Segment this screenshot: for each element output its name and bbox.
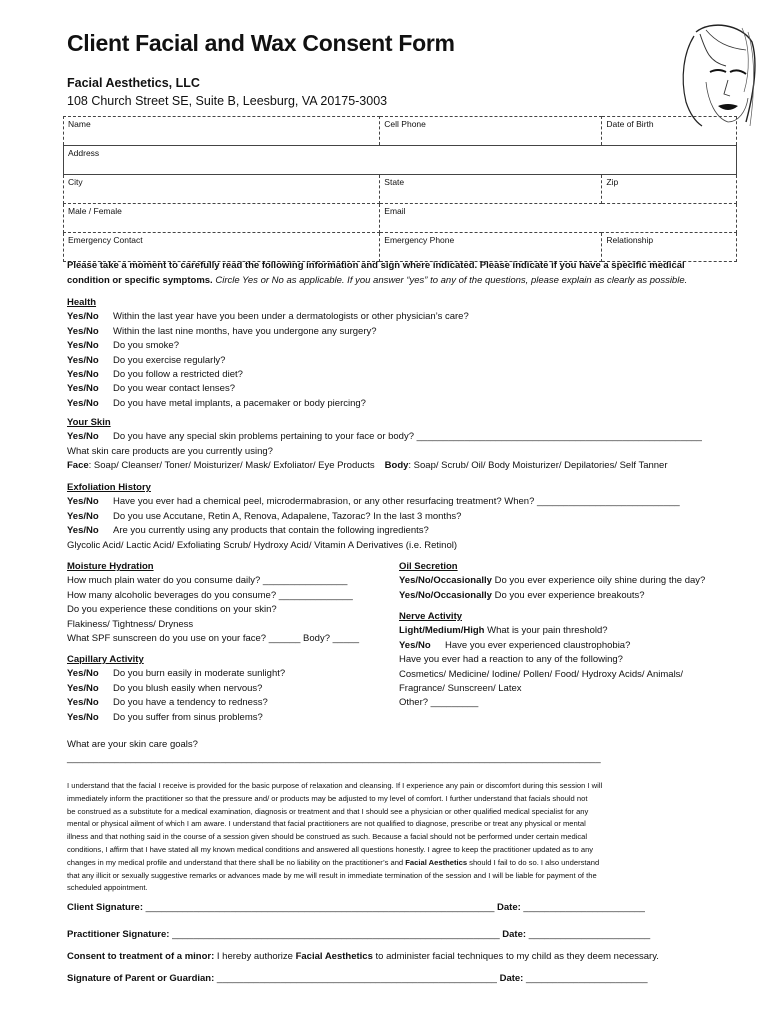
company-address: 108 Church Street SE, Suite B, Leesburg, VA 20175-3003 — [67, 94, 388, 108]
parent-signature-line[interactable]: _____________________________________________________ — [216, 973, 497, 984]
nerve-heading: Nerve Activity — [399, 611, 463, 622]
skin-heading: Your Skin — [67, 417, 111, 428]
exfoliation-section: Exfoliation History Yes/No Have you ever had a chemical peel, microdermabrasion, or any other resurfacing treatment? When? ___________________________ Yes/No Do you use Accutane, Retin A, Renova, Adapalene, Tazorac? In the last 3 months? Yes/No Are you currently using any products that contain the following ingredients? Glycolic Acid/ Lactic Acid/ Exfoliating Scrub/ Hydroxy Acid/ Vitamin A Derivatives (i.e. Retinol) — [67, 482, 680, 551]
skin-goals-line[interactable]: _____________________________________________________________________________________________________ — [67, 753, 601, 765]
skin-goals: What are your skin care goals? _____________________________________________________________________________________________________ — [67, 738, 601, 767]
woman-portrait-logo — [666, 22, 758, 130]
moisture-section: Moisture Hydration How much plain water do you consume daily? ________________ How many alcoholic beverages do you consume? ______________ Do you experience these conditions on your skin? Flakiness/ Tightness/ Dryness What SPF sunscreen do you use on your face? ______ Body? _____ — [67, 561, 360, 644]
zip-field[interactable]: Zip — [602, 175, 737, 204]
health-section: Health Yes/No Within the last year have you been under a dermatologists or other physician’s care? Yes/No Within the last nine months, have you undergone any surgery? Yes/No Do you smoke? Yes/No Do you exercise regularly? Yes/No Do you follow a restricted diet? Yes/No Do you wear contact lenses? Yes/No Do you have metal implants, a pacemaker or body piercing? — [67, 297, 469, 409]
emergency-contact-field[interactable]: Emergency Contact — [64, 233, 380, 262]
parent-date-line[interactable]: _______________________ — [526, 973, 648, 984]
oil-section: Oil Secretion Yes/No/Occasionally Do you ever experience oily shine during the day? Yes/No/Occasionally Do you ever experience breakouts? — [399, 561, 706, 601]
parent-signature-row: Signature of Parent or Guardian: _____________________________________________________ Date: _______________________ — [67, 973, 648, 984]
gender-field[interactable]: Male / Female — [64, 204, 380, 233]
instructions: Please take a moment to carefully read the following information and sign where indicated. Please indicate if you have a specific medical condition or specific symptoms. Circle Yes or No as applicable. If you answer “yes” to any of the questions, please explain as clearly as possible. — [67, 260, 688, 286]
consent-statement: I understand that the facial I receive is provided for the basic purpose of relaxation and cleansing. If I experience any pain or discomfort during this session I will immediately inform the practitioner so that the pressure and/ or products may be adjusted to my level of comfort. I further understand that facials should not be construed as a substitute for a medical examination, diagnosis or treatment and that I should see a physician or other qualified medical specialist for any mental or physical ailment of which I am aware. I understand that facial practitioners are not qualified to diagnose, prescribe or treat any physical or mental illness and that nothing said in the course of a session given should be construed as such. Because a facial should not be performed under certain medical conditions, I affirm that I have stated all my known medical conditions and answered all questions honestly. I agree to keep the practitioner updated as to any changes in my medical profile and understand that there shall be no liability on the practitioner’s and Facial Aesthetics should I fail to do so. I also understand that any illicit or sexually suggestive remarks or advances made by me will result in immediate termination of the session and I will be liable for payment of the scheduled appointment. — [67, 781, 603, 893]
address-field[interactable]: Address — [64, 146, 737, 175]
cell-phone-field[interactable]: Cell Phone — [380, 117, 602, 146]
email-field[interactable]: Email — [380, 204, 737, 233]
emergency-phone-field[interactable]: Emergency Phone — [380, 233, 602, 262]
nerve-section: Nerve Activity Light/Medium/High What is your pain threshold? Yes/No Have you ever experienced claustrophobia? Have you ever had a reaction to any of the following? Cosmetics/ Medicine/ Iodine/ Pollen/ Food/ Hydroxy Acids/ Animals/ Fragrance/ Sunscreen/ Latex Other? _________ — [399, 611, 684, 709]
state-field[interactable]: State — [380, 175, 602, 204]
client-date-line[interactable]: _______________________ — [523, 902, 645, 913]
moisture-heading: Moisture Hydration — [67, 561, 154, 572]
name-field[interactable]: Name — [64, 117, 380, 146]
minor-consent: Consent to treatment of a minor: I hereby authorize Facial Aesthetics to administer facial techniques to my child as they deem necessary. — [67, 951, 659, 962]
exfoliation-heading: Exfoliation History — [67, 482, 151, 493]
date-of-birth-field[interactable]: Date of Birth — [602, 117, 737, 146]
client-signature-line[interactable]: __________________________________________________________________ — [145, 902, 495, 913]
practitioner-date-line[interactable]: _______________________ — [528, 929, 651, 940]
practitioner-signature-line[interactable]: ______________________________________________________________ — [172, 929, 500, 940]
oil-heading: Oil Secretion — [399, 561, 458, 572]
relationship-field[interactable]: Relationship — [602, 233, 737, 262]
city-field[interactable]: City — [64, 175, 380, 204]
health-heading: Health — [67, 297, 97, 308]
company-name: Facial Aesthetics, LLC — [67, 76, 200, 90]
client-signature-row: Client Signature: __________________________________________________________________ Date: _______________________ — [67, 902, 645, 913]
capillary-section: Capillary Activity Yes/No Do you burn easily in moderate sunlight? Yes/No Do you blush easily when nervous? Yes/No Do you have a tendency to redness? Yes/No Do you suffer from sinus problems? — [67, 654, 286, 723]
client-info-table — [63, 116, 737, 262]
form-title: Client Facial and Wax Consent Form — [67, 30, 455, 56]
capillary-heading: Capillary Activity — [67, 654, 144, 665]
practitioner-signature-row: Practitioner Signature: ______________________________________________________________ Date: _______________________ — [67, 929, 651, 940]
skin-section: Your Skin Yes/No Do you have any special skin problems pertaining to your face or body? ______________________________________________________ What skin care products are you currently using? Face: Soap/ Cleanser/ Toner/ Moisturizer/ Mask/ Exfoliator/ Eye Products Body: Soap/ Scrub/ Oil/ Body Moisturizer/ Depilatories/ Self Tanner — [67, 417, 702, 472]
